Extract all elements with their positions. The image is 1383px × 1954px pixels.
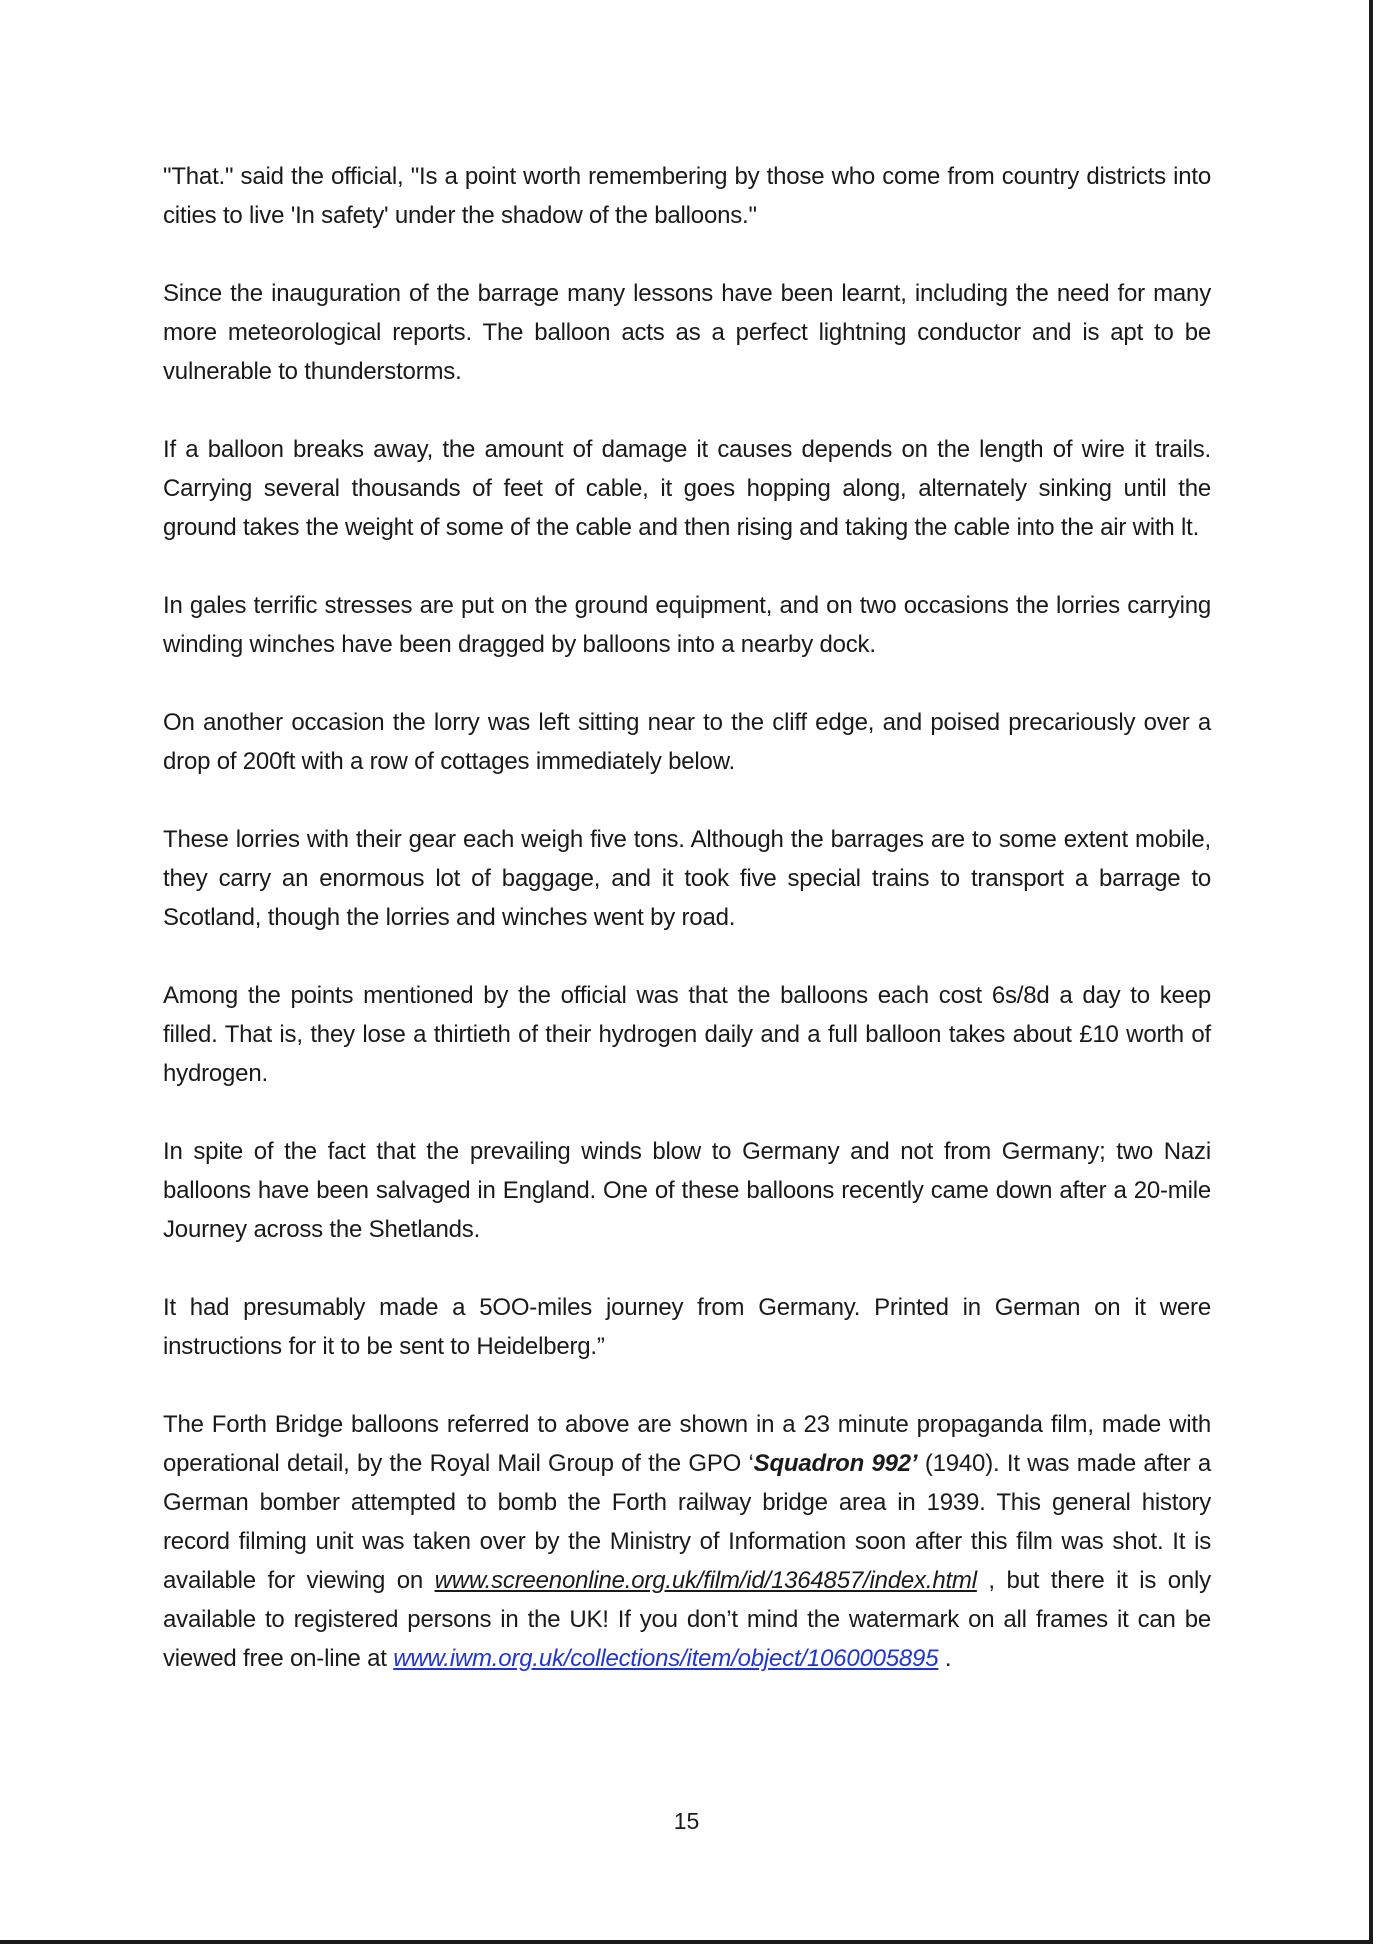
final-paragraph-text-2: (1940). It was made after a German bomber attempted to bomb the Forth railway bridge area in 1939. This general history record filming unit was taken over by the Ministry of Information soon after this film was shot. It is available for viewing on (163, 1450, 1211, 1594)
paragraph: In gales terrific stresses are put on the ground equipment, and on two occasions the lorries carrying winding winches have been dragged by balloons into a nearby dock. (163, 592, 1211, 658)
paragraph: On another occasion the lorry was left sitting near to the cliff edge, and poised precariously over a drop of 200ft with a row of cottages immediately below. (163, 709, 1211, 775)
final-paragraph-text-3: , but there it is only available to registered persons in the UK! If you don’t mind the watermark on all frames it can be viewed free on-line at (163, 1567, 1211, 1672)
iwm-link[interactable]: www.iwm.org.uk/collections/item/object/1060005895 (393, 1645, 939, 1672)
final-paragraph-text-4: . (938, 1645, 952, 1672)
screenonline-link[interactable]: www.screenonline.org.uk/film/id/1364857/index.html (434, 1567, 977, 1594)
paragraph: If a balloon breaks away, the amount of damage it causes depends on the length of wire it trails. Carrying several thousands of feet of cable, it goes hopping along, alternately sinking until the ground takes the weight of some of the cable and then rising and taking the cable into the air with lt. (163, 436, 1211, 541)
page-body (163, 157, 1211, 1678)
paragraph: It had presumably made a 5OO-miles journey from Germany. Printed in German on it were instructions for it to be sent to Heidelberg.” (163, 1294, 1211, 1360)
final-paragraph-text-1: The Forth Bridge balloons referred to above are shown in a 23 minute propaganda film, made with operational detail, by the Royal Mail Group of the GPO ‘ (163, 1411, 1211, 1477)
paragraph: Among the points mentioned by the official was that the balloons each cost 6s/8d a day to keep filled. That is, they lose a thirtieth of their hydrogen daily and a full balloon takes about £10 worth of hydrogen. (163, 982, 1211, 1087)
paragraph: These lorries with their gear each weigh five tons. Although the barrages are to some extent mobile, they carry an enormous lot of baggage, and it took five special trains to transport a barrage to Scotland, though the lorries and winches went by road. (163, 826, 1211, 931)
page-number: 15 (673, 1808, 700, 1834)
paragraph: Since the inauguration of the barrage many lessons have been learnt, including the need for many more meteorological reports. The balloon acts as a perfect lightning conductor and is apt to be vulnerable to thunderstorms. (163, 280, 1211, 385)
final-paragraph (163, 1405, 1211, 1678)
film-title: Squadron 992’ (753, 1450, 918, 1477)
paragraph: "That." said the official, "Is a point worth remembering by those who come from country districts into cities to live 'In safety' under the shadow of the balloons." (163, 163, 1211, 229)
paragraph: In spite of the fact that the prevailing winds blow to Germany and not from Germany; two Nazi balloons have been salvaged in England. One of these balloons recently came down after a 20-mile Journey across the Shetlands. (163, 1138, 1211, 1243)
